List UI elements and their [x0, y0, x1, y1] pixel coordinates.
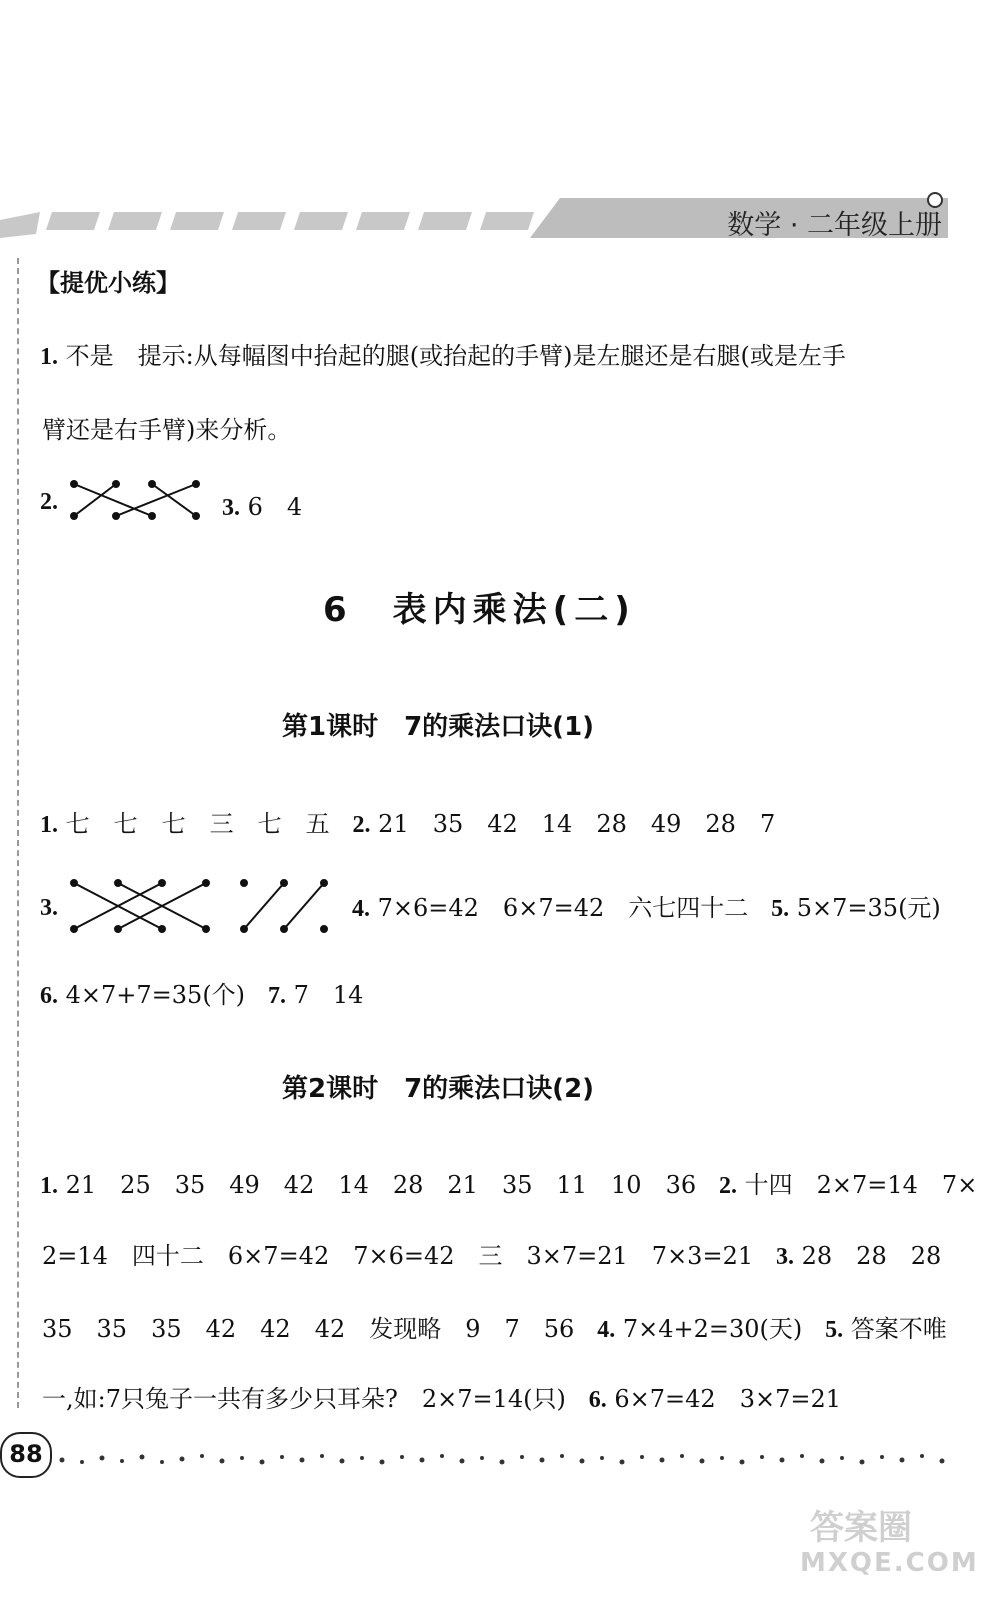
lesson1-title: 第1课时 7的乘法口诀(1) — [282, 712, 595, 742]
tiyou-q1-cont: 臂还是右手臂)来分析。 — [42, 416, 292, 444]
tiyou-q3: 3. 6 4 — [222, 493, 303, 521]
lesson2-line4: 一,如:7只兔子一共有多少只耳朵? 2×7=14(只) 6. 6×7=42 3×7=21 — [42, 1385, 841, 1413]
lesson2-line3: 35 35 35 42 42 42 发现略 9 7 56 4. 7×4+2=30(天) 5. 答案不唯 — [42, 1315, 947, 1343]
page-number: 88 — [0, 1432, 52, 1478]
lesson2-title: 第2课时 7的乘法口诀(2) — [282, 1074, 595, 1104]
tiyou-q1 — [40, 336, 846, 371]
lesson1-line2: 4. 7×6=42 6×7=42 六七四十二 5. 5×7=35(元) — [352, 894, 941, 922]
lesson2-line1: 1. 21 25 35 49 42 14 28 21 35 11 10 36 2. 十四 2×7=14 7× — [40, 1171, 978, 1199]
chapter-title: 6 表内乘法(二) — [323, 590, 636, 630]
q1-answer: 不是 提示:从每幅图中抬起的腿(或抬起的手臂)是左腿还是右腿(或是左手 — [65, 342, 846, 370]
lesson1-line1: 1. 七 七 七 三 七 五 2. 21 35 42 14 28 49 28 7 — [40, 810, 776, 838]
watermark-url: MXQE.COM — [800, 1548, 979, 1578]
book-title: 数学 · 二年级上册 — [727, 210, 942, 241]
lesson1-line3: 6. 4×7+7=35(个) 7. 7 14 — [40, 981, 364, 1009]
q3-answer: 6 4 — [247, 493, 303, 521]
lesson2-line2: 2=14 四十二 6×7=42 7×6=42 三 3×7=21 7×3=21 3. 28 28 28 — [42, 1242, 942, 1270]
watermark-logo: 答案圈 — [810, 1508, 912, 1548]
matching-diagram-1 — [68, 476, 208, 524]
left-margin-rule — [17, 258, 19, 1408]
section-heading-tiyou: 【提优小练】 — [36, 269, 180, 297]
lesson1-q3-number: 3. — [40, 895, 58, 921]
tiyou-q2-number: 2. — [40, 489, 58, 515]
matching-diagram-2 — [66, 873, 336, 939]
footer-dotted-line — [56, 1446, 956, 1470]
q1-number: 1. — [40, 344, 58, 370]
